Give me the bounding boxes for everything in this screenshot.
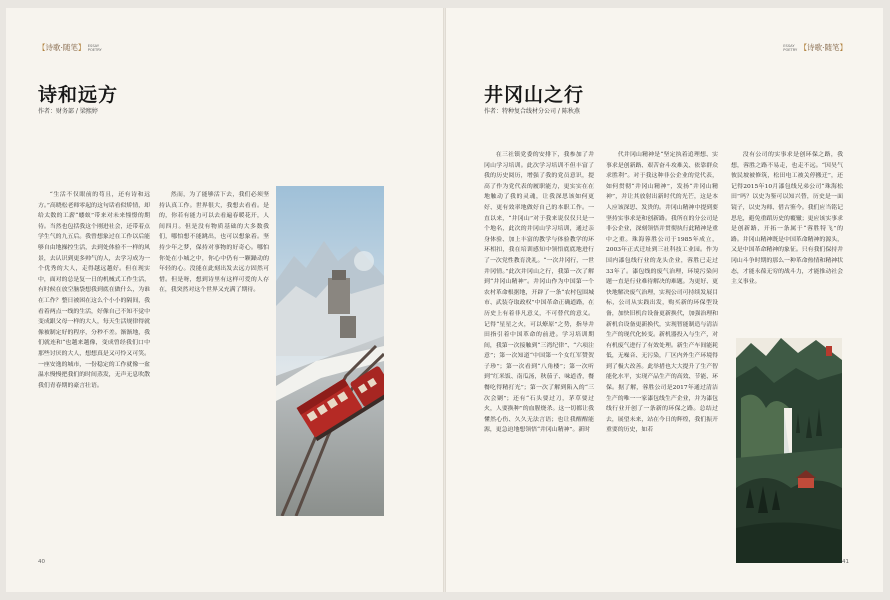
paragraph: 代井冈山精神是“坚定执着追理想、实事求是创新路、艰苦奋斗攻难关、依靠群众求胜利”。对于我这种非公企业的党代表，如何贯彻“井冈山精神”，发扬“井冈山精神”，并让其放射出新时代的光芒，这是本人应该深思、发贵的。井冈山精神中提到要坚持实事求是和创新路。我所在的分公司是非公企业，深刻领悟并贯彻执行此精神是重中之重。珠海蓉胜公司于1985年成立，2003年正式迁址到三社科技工业园。作为国内漆包线行业的龙头企业，蓉胜已走过33年了。漆包线的废气治理，环境污染问题一直是行业难待解决的难题。为更好、更快地解决废气治理，实现公司可持续发展目标，公司从实践出发，购买新的环保型设备，加快旧机台设备更新换代，加强治理和新机台设备更新换代，实现智能制造与清洁生产的现代化转变。新机器投入与生产，对有机废气进行了有效处理。新生产车间能耗低，无噪音、无污染，厂区内外生产环境得到了极大改善。此举措也大大提升了生产智能化水平，实现产品生产的高效、节能、环保。据了解，蓉胜公司是2017年通过清洁生产的唯一一家漆包线生产企业，并为漆包线行业开创了一条新的环保之路。总结过去，展望未来，站在今日的辉煌，我们振开重要的历史，如若 bbox=[606, 152, 718, 434]
section-tag bbox=[783, 42, 847, 53]
left-page bbox=[6, 8, 443, 592]
tag-bracket-close: 】 bbox=[77, 43, 86, 52]
page-number: 41 bbox=[842, 559, 849, 565]
text-column-3 bbox=[731, 150, 843, 336]
paragraph: 然而，为了能够活下去，我们必须坚持认真工作。世界很大，我想去看看。是的，你若有能力可以去看遍春暖花开，人间四月。但是没有物质基础的大多数我们，哪怕想不能跳出，也可以想象着。坚持少年之梦，保持对事物的好奇心。哪怕你处在小城之中，你心中仍有一颗躁动的年轻的心。没能在此刻出发去远方固然可惜。但是呀，想到诗里有这样可爱的人存在，我突然对这个世界又充满了期待。 bbox=[159, 192, 269, 294]
page-number: 40 bbox=[38, 559, 45, 565]
section-tag bbox=[38, 42, 102, 53]
train-painting bbox=[276, 186, 384, 516]
tag-english: ESSAY POETRY bbox=[783, 44, 798, 52]
article-author: 作者：财务部 / 梁熙婷 bbox=[38, 108, 98, 115]
article-title: 井冈山之行 bbox=[484, 84, 585, 106]
tag-bracket-close: 】 bbox=[839, 43, 847, 52]
tag-label: 诗歌·随笔 bbox=[45, 43, 78, 52]
tag-bracket-open: 【 bbox=[38, 43, 46, 52]
paragraph: 没有公司的实事求是创环保之路，我想，蓉胜之路不易走，也走不远。“因昊气彼民坡被修筑，松田电工被关停搬迁”，还记得2015年10月漆包线兄弟公司“珠海松田”吗？以史为鉴可以知兴替，历史是一面镜子，以史为师、借古鉴今。我们应当铭记思危，避免重蹈历史的覆辙；更应该实事求是创新路，开拓一条属于“蓉胜特飞”的路。井冈山精神既是中国革命精神的源头，又是中国革命精神的象征。只有我们保持井冈山斗争时期的那么一种革命热情和精神状态，才能永葆无穷的战斗力，才能推动社会主义事业。 bbox=[731, 152, 843, 286]
paragraph: “生活不仅眼前的苟且，还有诗和远方。”高晓松老师零起的这句话看似矫情，却给太数的工薪“蝼蚁”带来对未来憧憬的期待。当然也包括我这个刚进社会，还带着点学生气的九五后。我曾想象过在工作以后能够自由地操控生活，去到处体验不一样的风景，去认识到更多帅气的人，去学习成为一个优秀的大人，走得越远越好。但在现实中，面对的总是复一日的机械式工作生活，有时候在放空脑袋想我到底在做什么，为谁在工作？整日被困在这么个小小的隔间，我看着两点一线的生活，好像自己不知不觉中变成跟父母一样的大人，每天生活规律得就像被制定好的程序，分秒不差。渐渐地，我们就连和“也越来越像，变成曾经我们口中那些讨厌的大人，想想真是又可怜又可笑。一座安逸的城市，一份稳定的工作就像一盆温水慢慢把我们的时间蒸发，无声无息吹散我们青春期的豪言壮语。 bbox=[38, 192, 150, 389]
text-column-2 bbox=[159, 190, 269, 354]
text-column-2 bbox=[606, 150, 718, 563]
landscape-painting bbox=[736, 338, 842, 563]
right-page bbox=[446, 8, 883, 592]
train-illustration bbox=[276, 186, 384, 516]
ink-landscape-illustration bbox=[736, 338, 842, 563]
tag-english: ESSAY POETRY bbox=[87, 44, 102, 52]
tag-label: 诗歌·随笔 bbox=[807, 43, 840, 52]
text-column-1 bbox=[484, 150, 594, 563]
paragraph: 在三社镇党委的安排下，我参加了井冈山学习培训。此次学习培训不但丰富了我的历史阅历，增强了我的党员意识，提高了作为党代表的履职能力，更实实在在地触动了我的灵魂，让我深思该如何更好、更有效率地做好自己的本职工作。一直以来，“井冈山”对于我来说仅仅只是一个地名，此次的井冈山学习培训，通过亲身体验、加上丰富的教学与体验教学的环环相扣，我在培训感知中领悟底底地进行了一次党性教育洗礼。“一次井冈行，一世井冈情。”此次井冈山之行，我第一次了解到“井冈山精神”。井冈山作为中国第一个农村革命根据地，开辟了一条“农村包围城市、武装夺取政权”中国革命正确道路，在历史上有着非凡意义，不可替代的意义。记得“星星之火，可以燎原”之势，指导井田指引着中国革命的前进。学习培训期间，我第一次接触到“三湾纪律”、“六项注意”；第一次知道“中国第一个女红军赞贺子珍”；第一次看到“八角楼”；第一次听到“红米饭、南瓜汤，秋茄子、味道香，餐餐吃得精打光”；第一次了解到陷入的“三次会剿”；还有“石头要过刀，茅草要过火，人要换种”的血腥烧杀。这一切都让我懂然心伤、久久无法言语；也让我醒醒能源，更急迫地想领悟“井冈山精神”。新时 bbox=[484, 152, 594, 434]
tag-bracket-open: 【 bbox=[799, 43, 808, 52]
article-author: 作者：特种复合线材分公司 / 陈秋燕 bbox=[484, 108, 580, 115]
article-title: 诗和远方 bbox=[38, 84, 119, 106]
text-column-1 bbox=[38, 190, 150, 542]
